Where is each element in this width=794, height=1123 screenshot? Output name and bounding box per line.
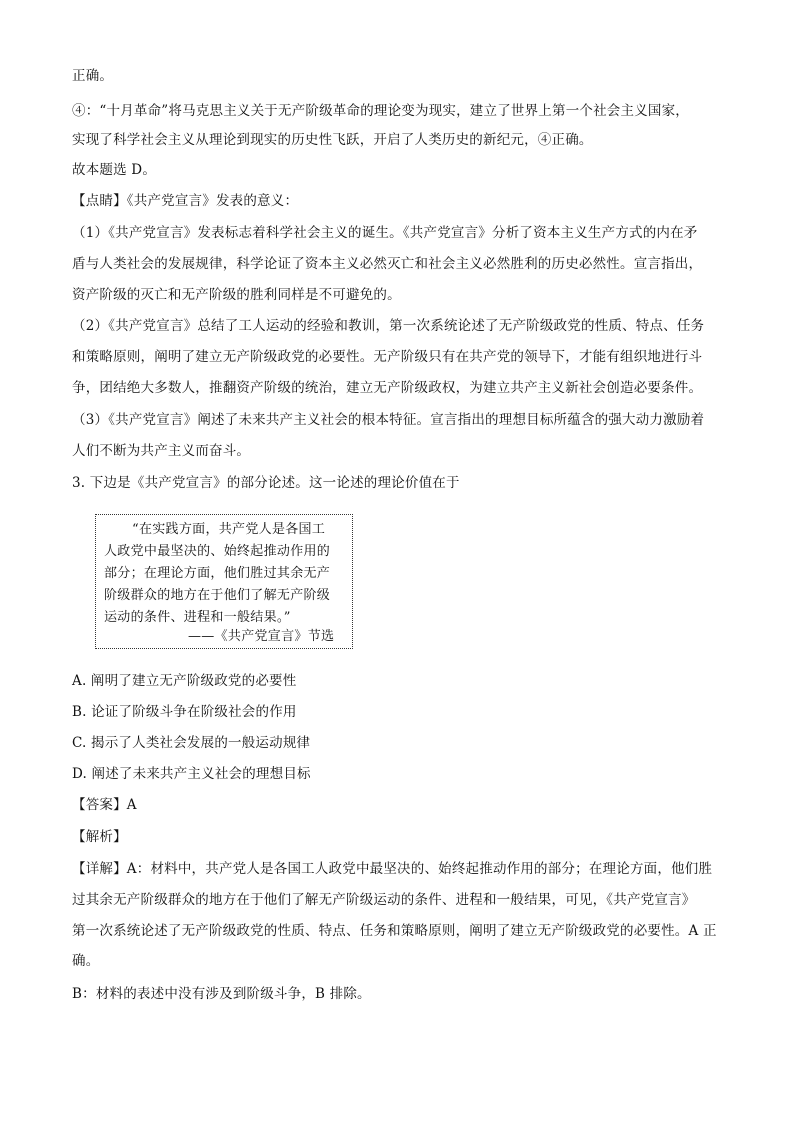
quote-source: ——《共产党宣言》节选 xyxy=(188,629,335,644)
quote-line: 运动的条件、进程和一般结果。” xyxy=(104,610,291,625)
paragraph-line: 资产阶级的灭亡和无产阶级的胜利同样是不可避免的。 xyxy=(72,287,401,303)
analysis-label: 【解析】 xyxy=(72,829,127,845)
paragraph-line: （3）《共产党宣言》阐述了未来共产主义社会的根本特征。宣言指出的理想目标所蕴含的强大动力激励着 xyxy=(72,412,705,428)
paragraph-line: （2）《共产党宣言》总结了工人运动的经验和教训，第一次系统论述了无产阶级政党的性质、特点、任务 xyxy=(72,318,705,334)
detail-line: 确。 xyxy=(72,953,100,969)
paragraph-line: （1）《共产党宣言》发表标志着科学社会主义的诞生。《共产党宣言》分析了资本主义生产方式的内在矛 xyxy=(72,225,698,241)
detail-line: 过其余无产阶级群众的地方在于他们了解无产阶级运动的条件、进程和一般结果，可见，《共产党宣言》 xyxy=(72,892,696,908)
paragraph-line: 和策略原则，阐明了建立无产阶级政党的必要性。无产阶级只有在共产党的领导下，才能有组织地进行斗 xyxy=(72,349,703,365)
option-d: D. 阐述了未来共产主义社会的理想目标 xyxy=(72,766,311,782)
option-b: B. 论证了阶级斗争在阶级社会的作用 xyxy=(72,704,297,720)
paragraph-line: 实现了科学社会主义从理论到现实的历史性飞跃，开启了人类历史的新纪元，④正确。 xyxy=(72,132,593,148)
quote-line: 阶级群众的地方在于他们了解无产阶级 xyxy=(104,588,331,603)
detail-line: B：材料的表述中没有涉及到阶级斗争，B 排除。 xyxy=(72,986,371,1002)
paragraph-line: 盾与人类社会的发展规律，科学论证了资本主义必然灭亡和社会主义必然胜利的历史必然性。宣言指出， xyxy=(72,256,703,272)
detail-line: 【详解】A：材料中，共产党人是各国工人政党中最坚决的、始终起推动作用的部分；在理论方面，他们胜 xyxy=(72,861,713,877)
option-c: C. 揭示了人类社会发展的一般运动规律 xyxy=(72,735,311,751)
quote-line: “在实践方面，共产党人是各国工 xyxy=(132,522,326,537)
paragraph-line: 故本题选 D。 xyxy=(72,162,157,178)
paragraph-line: 人们不断为共产主义而奋斗。 xyxy=(72,443,251,459)
answer-label: 【答案】A xyxy=(72,797,137,813)
quote-box xyxy=(95,514,353,649)
paragraph-line: 正确。 xyxy=(72,68,114,84)
highlight-heading: 【点睛】《共产党宣言》发表的意义： xyxy=(72,193,299,209)
detail-line: 第一次系统论述了无产阶级政党的性质、特点、任务和策略原则，阐明了建立无产阶级政党的必要性。A 正 xyxy=(72,923,717,939)
paragraph-line: 争，团结绝大多数人，推翻资产阶级的统治，建立无产阶级政权，为建立共产主义新社会创造必要条件。 xyxy=(72,380,703,396)
question-stem: 3. 下边是《共产党宣言》的部分论述。这一论述的理论价值在于 xyxy=(72,475,460,491)
option-a: A. 阐明了建立无产阶级政党的必要性 xyxy=(72,673,297,689)
paragraph-line: ④：“十月革命”将马克思主义关于无产阶级革命的理论变为现实，建立了世界上第一个社会主义国家， xyxy=(72,103,690,119)
quote-line: 人政党中最坚决的、始终起推动作用的 xyxy=(104,544,331,559)
quote-line: 部分；在理论方面，他们胜过其余无产 xyxy=(104,566,331,581)
